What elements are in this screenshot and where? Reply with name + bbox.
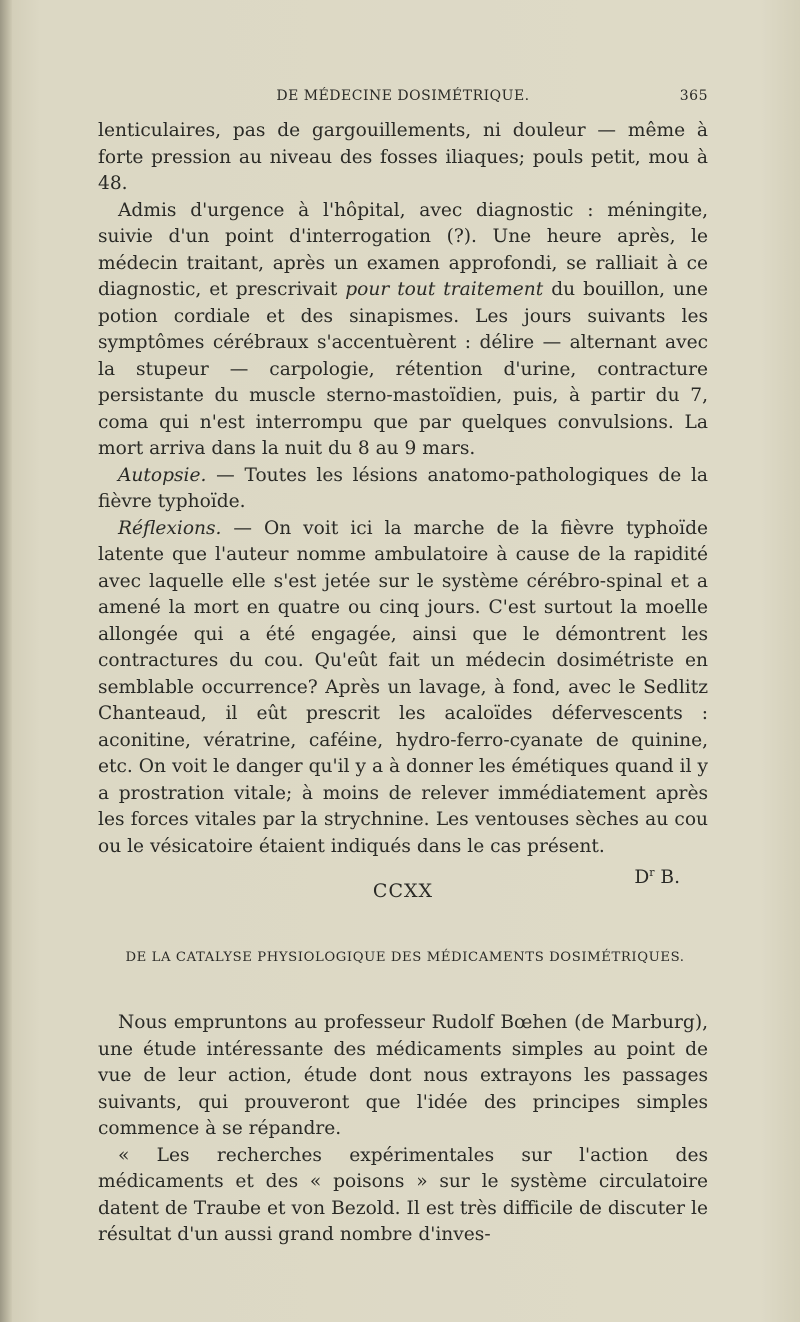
page-number: 365 [679,88,708,104]
chapter-text [98,1010,708,1249]
page-binding-edge [0,0,12,1322]
chapter-number: CCXX [372,880,434,902]
running-title: DE MÉDECINE DOSIMÉTRIQUE. [276,88,530,104]
paragraph [98,198,708,463]
chapter-title: DE LA CATALYSE PHYSIOLOGIQUE DES MÉDICAMENTS DOSIMÉTRIQUES. [125,950,685,965]
signature-text: B. [654,867,680,889]
text-run: — On voit ici la marche de la fièvre typhoïde latente que l'auteur nomme ambulatoire à cause de la rapidité avec laquelle elle s'est jetée sur le système cérébro-spinal et a amené la mort en quatre ou cinq jours. C'est surtout la moelle allongée qui a été engagée, ainsi que le démontrent les contractures du cou. Qu'eût fait un médecin dosimétriste en semblable occurrence? Après un lavage, à fond, avec le Sedlitz Chanteaud, il eût prescrit les acaloïdes défervescents : aconitine, vératrine, caféine, hydro-ferro-cyanate de quinine, etc. On voit le danger qu'il y a à donner les émétiques quand il y a prostration vitale; à moins de relever immédiatement après les forces vitales par la strychnine. Les ventouses sèches au cou ou le vésicatoire étaient indiqués dans le cas présent. [98,517,708,857]
text-run: Admis d'urgence à l'hôpital, avec diagnostic : méningite, suivie d'un point d'interrogation (?). Une heure après, le médecin traitant, après un examen approfondi, se ralliait à ce diagnostic, et prescrivait [98,199,708,300]
paragraph-reflexions [98,516,708,861]
running-header [98,88,708,112]
paragraph: « Les recherches expérimentales sur l'action des médicaments et des « poisons » sur le système circulatoire datent de Traube et von Bezold. Il est très difficile de discuter le résultat d'un aussi grand nombre d'inves- [98,1144,708,1245]
text-run: — Toutes les lésions anatomo-pathologiques de la fièvre typhoïde. [98,464,708,512]
italic-run: pour tout traitement [345,279,544,300]
italic-heading: Autopsie. [118,464,207,486]
signature-superscript: r [649,866,655,879]
paragraph-autopsie [98,463,708,516]
paragraph: Nous empruntons au professeur Rudolf Bœhen (de Marburg), une étude intéressante des médicaments simples au point de vue de leur action, étude dont nous extrayons les passages suivants, qui prouveront que l'idée des principes simples commence à se répandre. [98,1012,708,1139]
signature-text: D [634,867,650,889]
paragraph: lenticulaires, pas de gargouillements, ni douleur — même à forte pression au niveau des fosses iliaques; pouls petit, mou à 48. [98,120,708,194]
italic-heading: Réflexions. [118,517,222,539]
text-run: du bouillon, une potion cordiale et des sinapismes. Les jours suivants les symptômes cérébraux s'accentuèrent : délire — alternant avec la stupeur — carpologie, rétention d'urine, contracture persistante du muscle sterno-mastoïdien, puis, à partir du 7, coma qui n'est interrompu que par quelques convulsions. La mort arriva dans la nuit du 8 au 9 mars. [98,279,708,459]
case-report-text [98,118,708,892]
